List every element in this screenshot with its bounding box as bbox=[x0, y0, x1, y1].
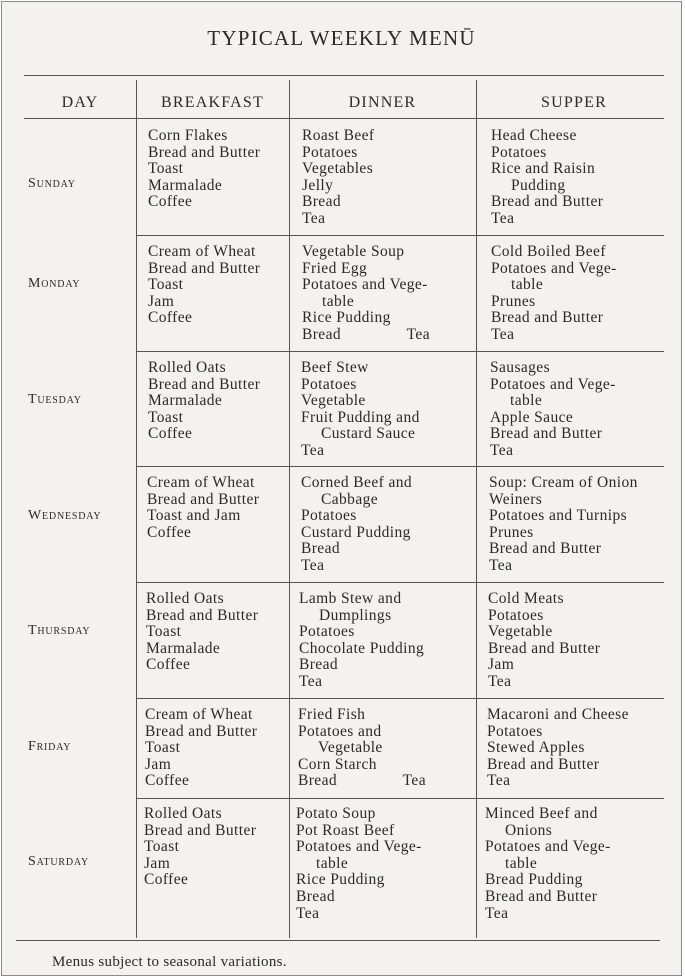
menu-item: Tea bbox=[485, 904, 509, 922]
day-label: Saturday bbox=[28, 854, 90, 869]
dinner-cell bbox=[296, 806, 422, 922]
menu-item: Bread and Butter bbox=[488, 639, 601, 657]
menu-item: Bread and Butter bbox=[146, 606, 259, 624]
menu-item: Rice Pudding bbox=[302, 309, 391, 327]
menu-item: Apple Sauce bbox=[490, 408, 574, 426]
day-label: Thursday bbox=[28, 623, 91, 638]
header-day: DAY bbox=[61, 94, 99, 111]
row-divider bbox=[137, 466, 664, 467]
menu-item: table bbox=[505, 854, 538, 872]
menu-item: Potatoes and Turnips bbox=[489, 507, 628, 525]
menu-item: Coffee bbox=[147, 523, 192, 541]
menu-item: Bread bbox=[296, 887, 336, 905]
menu-item: Toast bbox=[146, 623, 182, 641]
menu-item: Marmalade bbox=[148, 392, 223, 410]
menu-item: Weiners bbox=[489, 490, 543, 508]
menu-item: Toast bbox=[145, 739, 181, 757]
menu-item: Cold Boiled Beef bbox=[491, 243, 606, 260]
menu-item: Corn Starch bbox=[298, 755, 377, 773]
menu-item: Fried Egg bbox=[302, 259, 368, 277]
menu-item: Tea bbox=[490, 441, 514, 459]
menu-item: Vegetable bbox=[301, 392, 366, 410]
header-rule bbox=[24, 118, 664, 119]
dinner-cell bbox=[299, 591, 424, 691]
menu-item: Vegetable Soup bbox=[302, 243, 405, 260]
menu-item: Potatoes bbox=[299, 623, 355, 641]
menu-item: Potato Soup bbox=[296, 805, 376, 822]
menu-item: Prunes bbox=[491, 292, 536, 310]
menu-item: Beef Stew bbox=[301, 359, 369, 376]
breakfast-cell bbox=[146, 591, 258, 674]
supper-cell bbox=[488, 591, 600, 691]
menu-item: Coffee bbox=[148, 193, 193, 211]
menu-item: Potatoes and Vege- bbox=[485, 838, 611, 856]
supper-cell bbox=[487, 707, 629, 790]
menu-item: Jam bbox=[144, 854, 171, 872]
menu-item: Bread and Butter bbox=[491, 309, 604, 327]
menu-item: Custard Sauce bbox=[321, 425, 416, 443]
menu-item: Bread bbox=[298, 772, 338, 790]
menu-item: Bread bbox=[302, 325, 342, 343]
menu-item: Corned Beef and bbox=[301, 474, 413, 491]
menu-item: Fruit Pudding and bbox=[301, 408, 420, 426]
menu-page bbox=[1, 1, 682, 976]
menu-item: Tea bbox=[296, 904, 320, 922]
menu-item: Potatoes and bbox=[298, 722, 382, 740]
menu-item: Tea bbox=[301, 556, 325, 574]
menu-item: Tea bbox=[402, 772, 426, 790]
row-divider bbox=[137, 351, 664, 352]
day-label: Friday bbox=[28, 739, 72, 754]
day-label: Monday bbox=[28, 276, 81, 291]
column-divider bbox=[136, 80, 137, 938]
menu-item: Coffee bbox=[146, 656, 191, 674]
menu-item: Bread and Butter bbox=[148, 375, 261, 393]
menu-item: Vegetable bbox=[318, 739, 383, 757]
menu-item: table bbox=[510, 392, 543, 410]
supper-cell bbox=[489, 475, 638, 575]
menu-item: Potatoes bbox=[491, 143, 547, 161]
header-supper: SUPPER bbox=[541, 94, 607, 111]
menu-item: Potatoes and Vege- bbox=[296, 838, 422, 856]
menu-item: Tea bbox=[491, 325, 515, 343]
menu-item: Bread and Butter bbox=[490, 425, 603, 443]
menu-item: Potatoes bbox=[301, 375, 357, 393]
menu-item: Lamb Stew and bbox=[299, 590, 402, 607]
header-breakfast: BREAKFAST bbox=[161, 94, 264, 111]
dinner-cell bbox=[302, 244, 430, 344]
menu-item: Toast bbox=[144, 838, 180, 856]
top-rule bbox=[24, 75, 664, 76]
supper-cell bbox=[491, 128, 603, 228]
row-divider bbox=[137, 798, 664, 799]
menu-item: Potatoes bbox=[488, 606, 544, 624]
menu-item: Head Cheese bbox=[491, 127, 577, 144]
supper-cell bbox=[491, 244, 617, 344]
menu-item: Coffee bbox=[148, 425, 193, 443]
menu-item: Custard Pudding bbox=[301, 523, 411, 541]
menu-item: Cream of Wheat bbox=[145, 706, 253, 723]
menu-item: Potatoes and Vege- bbox=[490, 375, 616, 393]
menu-item: Bread and Butter bbox=[485, 887, 598, 905]
menu-item: Marmalade bbox=[148, 176, 223, 194]
menu-item: Potatoes bbox=[487, 722, 543, 740]
day-label: Sunday bbox=[28, 176, 76, 191]
day-label: Tuesday bbox=[28, 392, 82, 407]
menu-item: Rolled Oats bbox=[144, 805, 223, 822]
menu-item: Tea bbox=[299, 672, 323, 690]
menu-item: Corn Flakes bbox=[148, 127, 228, 144]
breakfast-cell bbox=[145, 707, 257, 790]
supper-cell bbox=[485, 806, 611, 922]
menu-item: Rice and Raisin bbox=[491, 160, 596, 178]
menu-item: Toast bbox=[148, 408, 184, 426]
menu-item: Bread and Butter bbox=[147, 490, 260, 508]
menu-item: Rice Pudding bbox=[296, 871, 385, 889]
menu-item: Vegetables bbox=[302, 160, 374, 178]
menu-item: Potatoes and Vege- bbox=[302, 276, 428, 294]
menu-item: Vegetable bbox=[488, 623, 553, 641]
dinner-cell bbox=[298, 707, 426, 790]
menu-item: Bread bbox=[301, 540, 341, 558]
bottom-rule bbox=[16, 940, 660, 941]
menu-item: Potatoes bbox=[302, 143, 358, 161]
menu-item: Coffee bbox=[148, 309, 193, 327]
menu-item: Fried Fish bbox=[298, 706, 366, 723]
menu-item: Tea bbox=[489, 556, 513, 574]
page-title: TYPICAL WEEKLY MENŪ bbox=[207, 26, 476, 50]
menu-item: Sausages bbox=[490, 359, 551, 376]
menu-item: Bread and Butter bbox=[148, 259, 261, 277]
dinner-cell bbox=[302, 128, 374, 228]
header-dinner: DINNER bbox=[348, 94, 417, 111]
menu-item: Coffee bbox=[144, 871, 189, 889]
footnote: Menus subject to seasonal variations. bbox=[52, 954, 287, 970]
menu-item: Cream of Wheat bbox=[148, 243, 256, 260]
menu-item: Cold Meats bbox=[488, 590, 564, 607]
menu-item: Stewed Apples bbox=[487, 739, 585, 757]
breakfast-cell bbox=[148, 360, 260, 443]
menu-item: Macaroni and Cheese bbox=[487, 706, 629, 723]
menu-item: Bread and Butter bbox=[491, 193, 604, 211]
menu-item: Rolled Oats bbox=[146, 590, 225, 607]
breakfast-cell bbox=[147, 475, 259, 541]
supper-cell bbox=[490, 360, 616, 460]
menu-item: Bread and Butter bbox=[487, 755, 600, 773]
breakfast-cell bbox=[148, 128, 260, 211]
row-divider bbox=[137, 235, 664, 236]
menu-item: Potatoes and Vege- bbox=[491, 259, 617, 277]
menu-item: Jelly bbox=[302, 176, 334, 194]
menu-item: Cabbage bbox=[321, 490, 379, 508]
menu-item: Bread and Butter bbox=[148, 143, 261, 161]
dinner-cell bbox=[301, 360, 420, 460]
menu-item: Onions bbox=[505, 821, 553, 839]
menu-item: Toast bbox=[148, 160, 184, 178]
menu-item: Soup: Cream of Onion bbox=[489, 474, 638, 491]
menu-item: Toast bbox=[148, 276, 184, 294]
column-divider bbox=[476, 80, 477, 938]
menu-item: Rolled Oats bbox=[148, 359, 227, 376]
menu-item: Marmalade bbox=[146, 639, 221, 657]
menu-item: Tea bbox=[301, 441, 325, 459]
menu-item: Jam bbox=[145, 755, 172, 773]
menu-item: Bread and Butter bbox=[145, 722, 258, 740]
menu-item: table bbox=[322, 292, 355, 310]
menu-item: table bbox=[316, 854, 349, 872]
menu-item: table bbox=[511, 276, 544, 294]
menu-item: Pot Roast Beef bbox=[296, 821, 395, 839]
column-divider bbox=[289, 80, 290, 938]
breakfast-cell bbox=[144, 806, 256, 889]
row-divider bbox=[137, 698, 664, 699]
menu-item: Potatoes bbox=[301, 507, 357, 525]
menu-item: Bread and Butter bbox=[489, 540, 602, 558]
menu-item-pair bbox=[298, 773, 426, 790]
menu-item-pair bbox=[302, 327, 430, 344]
day-label: Wednesday bbox=[28, 508, 102, 523]
menu-item: Bread bbox=[299, 656, 339, 674]
menu-item: Bread Pudding bbox=[485, 871, 583, 889]
menu-item: Minced Beef and bbox=[485, 805, 598, 822]
menu-item: Pudding bbox=[511, 176, 566, 194]
menu-item: Tea bbox=[488, 672, 512, 690]
menu-item: Tea bbox=[487, 772, 511, 790]
menu-item: Chocolate Pudding bbox=[299, 639, 425, 657]
dinner-cell bbox=[301, 475, 412, 575]
breakfast-cell bbox=[148, 244, 260, 327]
menu-item: Prunes bbox=[489, 523, 534, 541]
menu-item: Jam bbox=[148, 292, 175, 310]
menu-item: Bread and Butter bbox=[144, 821, 257, 839]
menu-item: Cream of Wheat bbox=[147, 474, 255, 491]
menu-item: Roast Beef bbox=[302, 127, 375, 144]
menu-item: Jam bbox=[488, 656, 515, 674]
menu-item: Dumplings bbox=[319, 606, 392, 624]
menu-item: Coffee bbox=[145, 772, 190, 790]
menu-item: Tea bbox=[491, 209, 515, 227]
menu-item: Tea bbox=[302, 209, 326, 227]
row-divider bbox=[137, 582, 664, 583]
menu-item: Bread bbox=[302, 193, 342, 211]
menu-item: Toast and Jam bbox=[147, 507, 241, 525]
menu-item: Tea bbox=[406, 325, 430, 343]
